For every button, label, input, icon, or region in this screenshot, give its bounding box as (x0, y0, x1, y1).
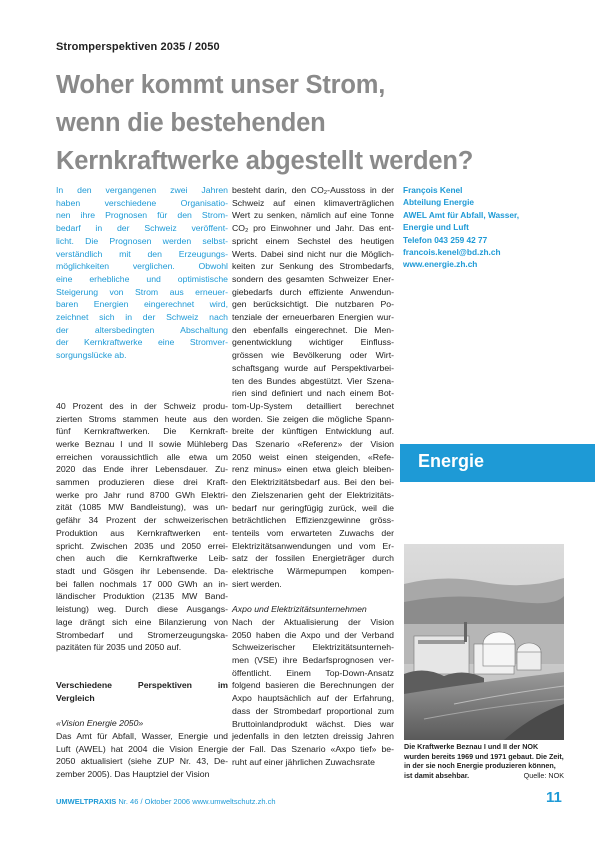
body-paragraph (56, 730, 228, 781)
page-footer (56, 797, 276, 806)
text-line: lage drängt sich eine Bilanzierung von (56, 616, 228, 627)
text-line: ländischer Produktion (2135 MW Band- (56, 591, 228, 602)
headline-line: Kernkraftwerke abgestellt werden? (56, 147, 474, 175)
text-line: spricht einem Sechstel des heutigen (232, 235, 394, 246)
column-middle (232, 184, 394, 768)
text-line: sondern des gesamten Schweizer Ener- (232, 273, 394, 284)
text-line: Schweizerischer Elektrizitätsunterneh- (232, 642, 394, 653)
text-line: zember 2005). Das Hauptziel der Vision (56, 769, 210, 780)
text-line: CO₂ pro Einwohner und Jahr. Das ent- (232, 223, 394, 234)
text-line: möglichkeiten verglichen. Obwohl (56, 261, 228, 272)
text-line: fünf Kernkraftwerken. Die Kernkraft- (56, 426, 228, 437)
text-line: der altersbedingten Abschaltung (56, 324, 228, 335)
text-line: erreichen voraussichtlich alle etwa um (56, 451, 228, 462)
text-line: zität (1085 MW Bandleistung), was un- (56, 502, 228, 513)
text-line: ten des Bundes abgestützt. Vier Szena- (232, 375, 394, 386)
headline-line: Woher kommt unser Strom, (56, 71, 386, 99)
column-left (56, 184, 228, 781)
text-line: gen berücksichtigt. Die nutzbaren Po- (232, 299, 394, 310)
subheading (56, 679, 228, 704)
category-band (400, 444, 595, 482)
lead-paragraph (56, 184, 228, 362)
text-line: bedarf nur geringfügig zurück, weil die (232, 502, 394, 513)
text-line: licht. Die Prognosen werden selbst- (56, 235, 228, 246)
headline-line: wenn die bestehenden (56, 109, 326, 137)
footer-url-link[interactable]: www.umweltschutz.zh.ch (192, 797, 276, 806)
text-line: nen ihre Prognosen für den Strom- (56, 210, 228, 221)
author-website-link[interactable]: www.energie.zh.ch (403, 259, 478, 270)
text-line: Das Amt für Abfall, Wasser, Energie und (56, 731, 228, 742)
text-line: baren Energien eingerechnet wird, (56, 299, 228, 310)
text-line: sammen produzieren diese drei Kraft- (56, 477, 228, 488)
text-line: keiten zur Senkung des Strombedarfs, (232, 261, 394, 272)
section-kicker: Stromperspektiven 2035 / 2050 (56, 41, 220, 53)
footer-brand: UMWELTPRAXIS (56, 797, 117, 806)
text-line: haben verschiedene Organisatio- (56, 197, 228, 208)
author-name: François Kenel (403, 185, 463, 195)
body-paragraph (56, 400, 228, 654)
text-line: 2050 weist einen steigenden, «Refe- (232, 451, 394, 462)
text-line: verständlich mit den Erzeugungs- (56, 248, 228, 259)
text-line: Nach der Aktualisierung der Vision (232, 616, 394, 627)
text-line: den ebenfalls eingerechnet. Die Men- (232, 324, 394, 335)
text-line: siert werden. (232, 578, 282, 589)
text-line: werke pro Jahr rund 8700 GWh Elektri- (56, 489, 228, 500)
text-line: 40 Prozent des in der Schweiz produ- (56, 400, 228, 411)
text-line: spricht. Zwischen 2035 und 2050 errei- (56, 540, 228, 551)
author-phone: Telefon 043 259 42 77 (403, 234, 488, 245)
text-line: bedarf in der Schweiz veröffent- (56, 223, 228, 234)
author-office: Energie und Luft (403, 222, 469, 233)
text-line: Vergleich (56, 692, 95, 703)
text-line: Luft (AWEL) hat 2004 die Vision Energie (56, 743, 228, 754)
text-line: 2050 haben die Axpo und der Verband (232, 629, 394, 640)
text-line: beträchtlichen Effizienzgewinne gröss- (232, 515, 394, 526)
article-headline (56, 66, 556, 180)
text-line: tom-Up-System detailliert berechnet (232, 400, 394, 411)
text-line: jedenfalls in den letzten dreissig Jahren (232, 731, 394, 742)
text-line: stadt und Gösgen ihr Lebensende. Da- (56, 565, 228, 576)
text-line: Produktion aus Kernkraftwerken ent- (56, 527, 228, 538)
text-line: worden. Sie zeigen die mögliche Spann- (232, 413, 394, 424)
category-label: Energie (418, 451, 485, 471)
text-line: Strombedarf und Stromerzeugungska- (56, 629, 228, 640)
text-line: Bruttoinlandprodukt wächst. Dies war (232, 718, 394, 729)
body-paragraph (232, 616, 394, 768)
text-line: renz minus» einen etwa gleich bleiben- (232, 464, 394, 475)
text-line: breite der künftigen Entwicklung auf. (232, 426, 394, 437)
author-email-link[interactable]: francois.kenel@bd.zh.ch (403, 247, 501, 258)
text-line: genentwicklung wichtiger Einfluss- (232, 337, 394, 348)
text-line: eine erhebliche und optimistische (56, 273, 228, 284)
power-plant-photo (404, 544, 564, 740)
text-line: giebedarfs durch effiziente Anwendun- (232, 286, 394, 297)
text-line: sorgungslücke ab. (56, 350, 127, 361)
text-line: Wert zu senken, nämlich auf eine Tonne (232, 210, 394, 221)
author-contact (403, 184, 563, 271)
text-line: zierten Stroms stammen heute aus den (56, 413, 228, 424)
text-line: satz der fossilen Energieträger durch (232, 553, 394, 564)
text-line: öffentlicht. Einem Top-Down-Ansatz (232, 667, 394, 678)
italic-subheading: «Vision Energie 2050» (56, 718, 144, 729)
text-line: ruht auf einer jährlichen Zuwachsrate (232, 756, 375, 767)
text-line: schaftsgang wurde auf Perspektivarbei- (232, 362, 394, 373)
text-line: 2050 aktualisiert (siehe ZUP Nr. 43, De- (56, 756, 228, 767)
text-line: Das Szenario «Referenz» der Vision (232, 439, 394, 450)
photo-source: Quelle: NOK (523, 770, 564, 780)
text-line: rien sind definiert und nach einem Bot- (232, 388, 394, 399)
italic-subheading: Axpo und Elektrizitätsunternehmen (232, 604, 367, 615)
caption-text: Die Kraftwerke Beznau I und II der NOK wurden bereits 1969 und 1971 gebaut. Die Zeit, in der sie noch Energie produzieren können, ist damit absehbar. (404, 742, 564, 780)
text-line: den Zielszenarien geht der Elektrizitäts- (232, 489, 394, 500)
text-line: grössen wie Bevölkerung oder Wirt- (232, 350, 394, 361)
text-line: pazitäten für 2035 und 2050 auf. (56, 642, 182, 653)
text-line: besteht darin, den CO₂-Ausstoss in der (232, 185, 394, 195)
text-line: zeichnet sich in der Schweiz nach (56, 312, 228, 323)
text-line: den Elektrizitätsbedarf aus. Bei den bei- (232, 477, 394, 488)
text-line: dass der Strombedarf proportional zum (232, 705, 394, 716)
page-number: 11 (546, 789, 562, 806)
power-plant-illustration (404, 544, 564, 740)
text-line: 2020 das Ende ihrer Lebensdauer. Zu- (56, 464, 228, 475)
text-line: leistung) weg. Durch diese Ausgangs- (56, 604, 228, 615)
author-office: AWEL Amt für Abfall, Wasser, (403, 209, 520, 220)
author-department: Abteilung Energie (403, 197, 474, 208)
text-line: der Fall. Das Szenario «Axpo tief» be- (232, 743, 394, 754)
body-paragraph (232, 184, 394, 591)
text-line: werke Beznau I und II sowie Mühleberg (56, 438, 228, 449)
text-line: Schweiz auf einen klimaverträglichen (232, 197, 394, 208)
text-line: bei fallen nochmals 17 000 GWh an in- (56, 578, 228, 589)
text-line: Verschiedene Perspektiven im (56, 679, 228, 690)
text-line: Steigerung von Strom aus erneuer- (56, 286, 228, 297)
footer-issue: Nr. 46 / Oktober 2006 (118, 797, 191, 806)
text-line: men (VSE) ihre Bedarfsprognosen ver- (232, 655, 394, 665)
text-line: Werts. Dabei sind nicht nur die Möglich- (232, 248, 394, 259)
text-line: elektrische Wärmepumpen kompen- (232, 566, 394, 577)
text-line: Elektrizitätsanwendungen und vom Er- (232, 540, 394, 551)
text-line: gefähr 34 Prozent der schweizerischen (56, 515, 228, 526)
photo-caption (404, 742, 564, 780)
text-line: Axpo hauptsächlich auf der Erfahrung, (232, 693, 394, 704)
text-line: tenziale der erneuerbaren Energien wur- (232, 312, 394, 323)
text-line: chen auch die Kernkraftwerke Leib- (56, 553, 228, 564)
text-line: der Kernkraftwerke eine Stromver- (56, 337, 228, 348)
text-line: In den vergangenen zwei Jahren (56, 185, 228, 195)
text-line: tenteils vom erwarteten Zuwachs der (232, 527, 394, 538)
text-line: folgend basieren die Berechnungen der (232, 680, 394, 691)
